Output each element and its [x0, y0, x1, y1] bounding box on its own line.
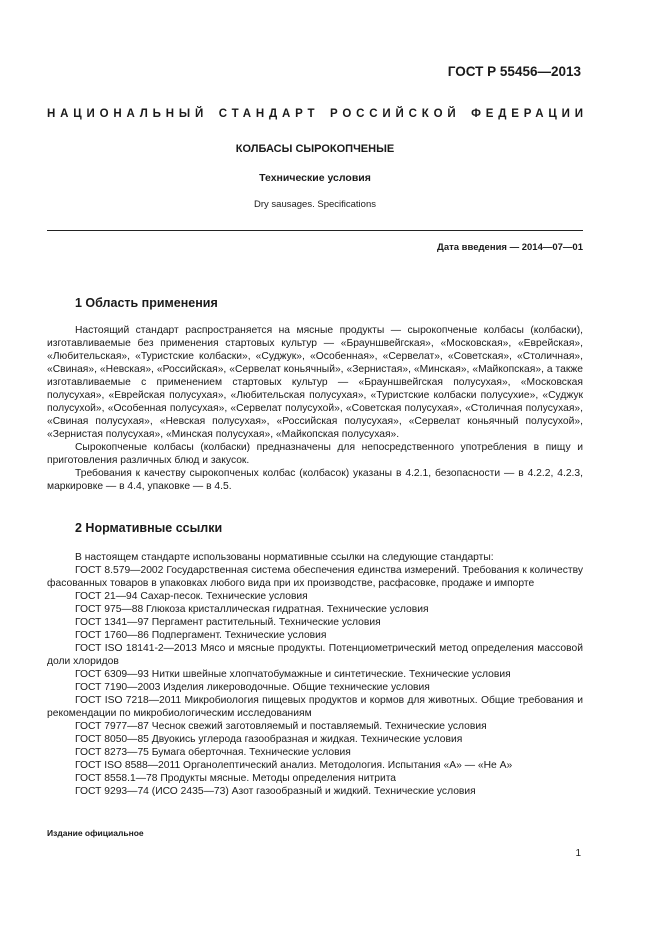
paragraph: Требования к качеству сырокопченых колбас (колбасок) указаны в 4.2.1, безопасности — в 4.2.2, 4.2.3, маркировке — в 4.4, упаковке — в 4.5. [47, 468, 583, 492]
reference-item: ГОСТ 8050—85 Двуокись углерода газообразная и жидкая. Технические условия [75, 734, 463, 745]
reference-item: ГОСТ 6309—93 Нитки швейные хлопчатобумажные и синтетические. Технические условия [75, 669, 511, 680]
reference-item: ГОСТ 8558.1—78 Продукты мясные. Методы определения нитрита [75, 773, 397, 784]
reference-item: ГОСТ ISO 8588—2011 Органолептический анализ. Методология. Испытания «А» — «Не А» [75, 760, 513, 771]
official-edition-label: Издание официальное [47, 828, 144, 838]
reference-item: ГОСТ 975—88 Глюкоза кристаллическая гидратная. Технические условия [75, 604, 429, 615]
reference-item: ГОСТ 1341—97 Пергамент растительный. Технические условия [75, 617, 381, 628]
paragraph: Сырокопченые колбасы (колбаски) предназначены для непосредственного употребления в пищу и приготовления различных блюд и закусок. [47, 442, 583, 466]
page-number: 1 [575, 848, 581, 859]
section-heading-scope: 1 Область применения [75, 296, 218, 310]
reference-item: ГОСТ 8273—75 Бумага оберточная. Технические условия [75, 747, 351, 758]
paragraph: Настоящий стандарт распространяется на мясные продукты — сырокопченые колбасы (колбаски), изготавливаемые без применения стартовых культур — «Брауншвейгская», «Московская», «Еврейская», «Любительская», «Туристские колбаски», «Суджук», «Особенная», «Сервелат», «Советская», «Столичная», «Свиная», «Невская», «Российская», «Сервелат коньячный», «Зернистая», «Минская», «Майкопская», а также изготавливаемые с применением стартовых культур — «Брауншвейгская полусухая», «Московская полусухая», «Еврейская полусухая», «Любительская полусухая», «Туристские колбаски полусухие», «Суджук полусухой», «Особенная полусухая», «Сервелат полусухой», «Советская полусухая», «Столичная полусухая», «Свиная полусухая», «Невская полусухая», «Российская полусухая», «Сервелат коньячный полусухой», «Зернистая полусухая», «Минская полусухая», «Майкопская полусухая». [47, 325, 583, 440]
horizontal-rule [47, 230, 583, 231]
document-title: КОЛБАСЫ СЫРОКОПЧЕНЫЕ [235, 143, 395, 155]
banner-word: ФЕДЕРАЦИИ [471, 108, 588, 120]
banner-word: РОССИЙСКОЙ [330, 108, 461, 120]
reference-item: ГОСТ 7190—2003 Изделия ликероводочные. Общие технические условия [75, 682, 430, 693]
effective-date: Дата введения — 2014—07—01 [437, 242, 583, 253]
paragraph: В настоящем стандарте использованы нормативные ссылки на следующие стандарты: [75, 552, 494, 563]
reference-item: ГОСТ 21—94 Сахар-песок. Технические условия [75, 591, 308, 602]
reference-item: ГОСТ 7977—87 Чеснок свежий заготовляемый и поставляемый. Технические условия [75, 721, 487, 732]
section-body-scope [47, 324, 583, 493]
english-title: Dry sausages. Specifications [254, 199, 376, 210]
banner-word: НАЦИОНАЛЬНЫЙ [47, 108, 209, 120]
section-body-references [47, 551, 583, 798]
standard-number: ГОСТ Р 55456—2013 [447, 64, 581, 79]
reference-item: ГОСТ ISO 7218—2011 Микробиология пищевых продуктов и кормов для животных. Общие требования и рекомендации по микробиологическим исследованиям [47, 695, 583, 719]
reference-item: ГОСТ 8.579—2002 Государственная система обеспечения единства измерений. Требования к количеству фасованных товаров в упаковках любого вида при их производстве, расфасовке, продаже и импорте [47, 565, 583, 589]
section-heading-references: 2 Нормативные ссылки [75, 521, 223, 535]
reference-item: ГОСТ ISO 18141-2—2013 Мясо и мясные продукты. Потенциометрический метод определения массовой доли хлоридов [47, 643, 583, 667]
reference-item: ГОСТ 1760—86 Подпергамент. Технические условия [75, 630, 327, 641]
banner-word: СТАНДАРТ [218, 108, 320, 120]
national-standard-banner [47, 108, 588, 120]
reference-item: ГОСТ 9293—74 (ИСО 2435—73) Азот газообразный и жидкий. Технические условия [75, 786, 476, 797]
document-subtitle: Технические условия [259, 172, 371, 184]
